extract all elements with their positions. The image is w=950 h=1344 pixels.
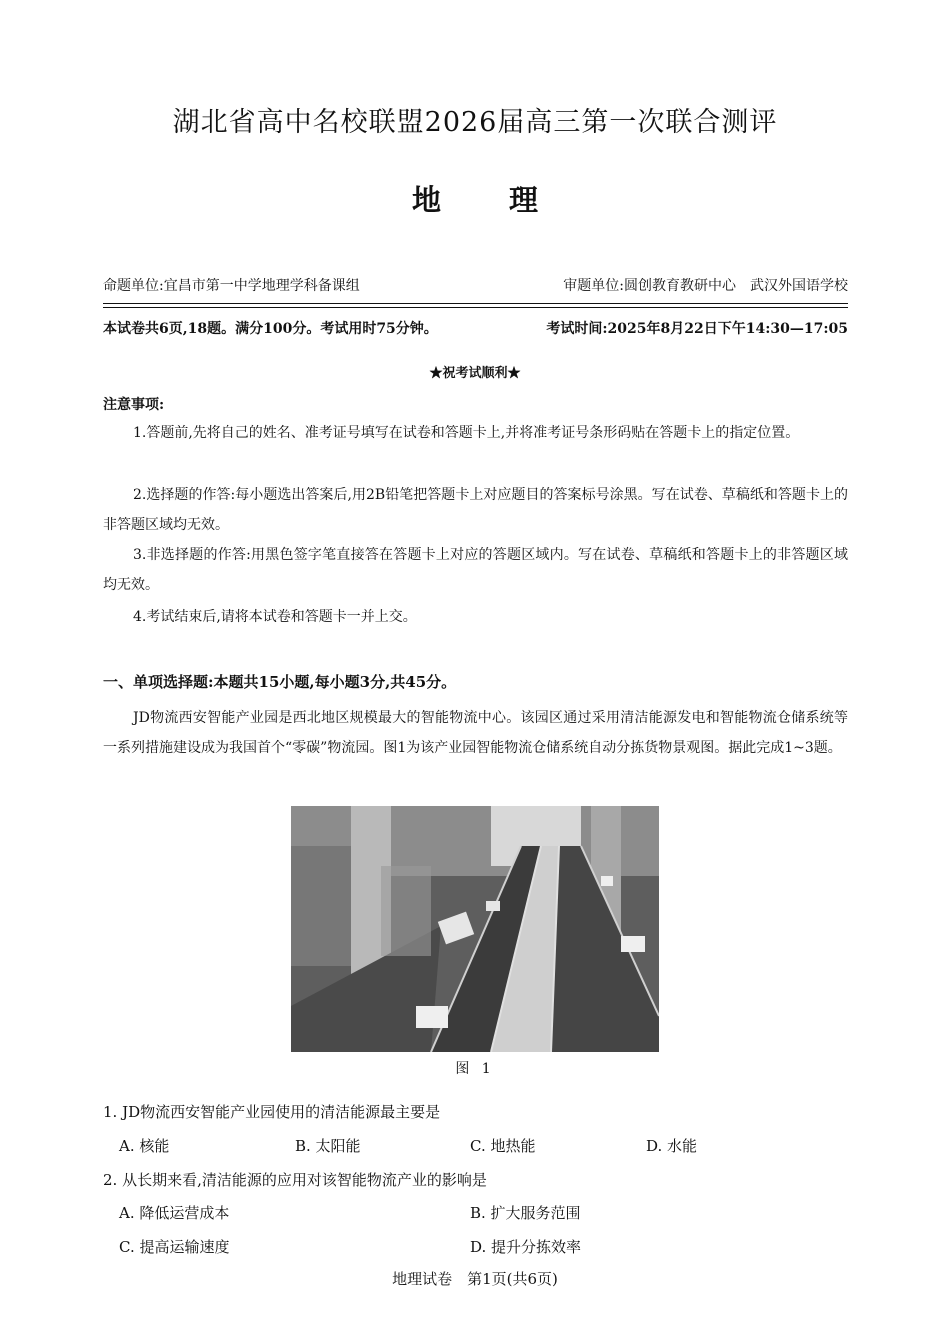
exam-time: 考试时间:2025年8月22日下午14:30—17:05 — [546, 321, 848, 337]
question-2-stem: 2. 从长期来看,清洁能源的应用对该智能物流产业的影响是 — [103, 1171, 487, 1189]
figure-caption: 图 1 — [455, 1061, 495, 1077]
notice-item-1: 1.答题前,先将自己的姓名、准考证号填写在试卷和答题卡上,并将准考证号条形码贴在答题卡上的指定位置。 — [133, 425, 800, 441]
page-footer: 地理试卷 第1页(共6页) — [392, 1270, 558, 1288]
q2-option-c: C. 提高运输速度 — [119, 1238, 230, 1256]
header-rule-bottom — [103, 307, 848, 308]
subject-char-2: 理 — [509, 183, 539, 217]
notice-item-4: 4.考试结束后,请将本试卷和答题卡一并上交。 — [133, 609, 417, 625]
warehouse-photo — [291, 806, 659, 1052]
subject-title — [0, 178, 950, 219]
good-luck-banner: ★祝考试顺利★ — [429, 366, 521, 381]
q2-option-a: A. 降低运营成本 — [119, 1204, 230, 1222]
proposer-unit: 命题单位:宜昌市第一中学地理学科备课组 — [103, 278, 360, 294]
section-heading: 一、单项选择题:本题共15小题,每小题3分,共45分。 — [103, 673, 457, 691]
q1-option-a: A. 核能 — [119, 1137, 170, 1155]
notice-heading: 注意事项: — [103, 397, 165, 413]
notice-item-2: 2.选择题的作答:每小题选出答案后,用2B铅笔把答题卡上对应题目的答案标号涂黑。写在试卷、草稿纸和答题卡上的非答题区域均无效。 — [103, 487, 848, 533]
reviewer-unit: 审题单位:圆创教育教研中心 武汉外国语学校 — [563, 278, 848, 294]
q2-option-b: B. 扩大服务范围 — [470, 1204, 581, 1222]
question-1-stem: 1. JD物流西安智能产业园使用的清洁能源最主要是 — [103, 1103, 441, 1121]
q2-option-d: D. 提升分拣效率 — [470, 1238, 582, 1256]
header-rule-top — [103, 303, 848, 304]
q1-option-d: D. 水能 — [646, 1137, 698, 1155]
exam-info-row — [103, 318, 848, 338]
q1-option-b: B. 太阳能 — [295, 1137, 361, 1155]
notice-item-3: 3.非选择题的作答:用黑色签字笔直接答在答题卡上对应的答题区域内。写在试卷、草稿纸和答题卡上的非答题区域均无效。 — [103, 547, 848, 593]
exam-title: 湖北省高中名校联盟2026届高三第一次联合测评 — [172, 107, 778, 138]
exam-info: 本试卷共6页,18题。满分100分。考试用时75分钟。 — [103, 321, 438, 337]
subject-char-1: 地 — [411, 183, 441, 217]
unit-row — [103, 275, 848, 295]
passage: JD物流西安智能产业园是西北地区规模最大的智能物流中心。该园区通过采用清洁能源发电和智能物流仓储系统等一系列措施建设成为我国首个“零碳”物流园。图1为该产业园智能物流仓储系统自动分拣货物景观图。据此完成1~3题。 — [103, 710, 848, 756]
q1-option-c: C. 地热能 — [470, 1137, 536, 1155]
